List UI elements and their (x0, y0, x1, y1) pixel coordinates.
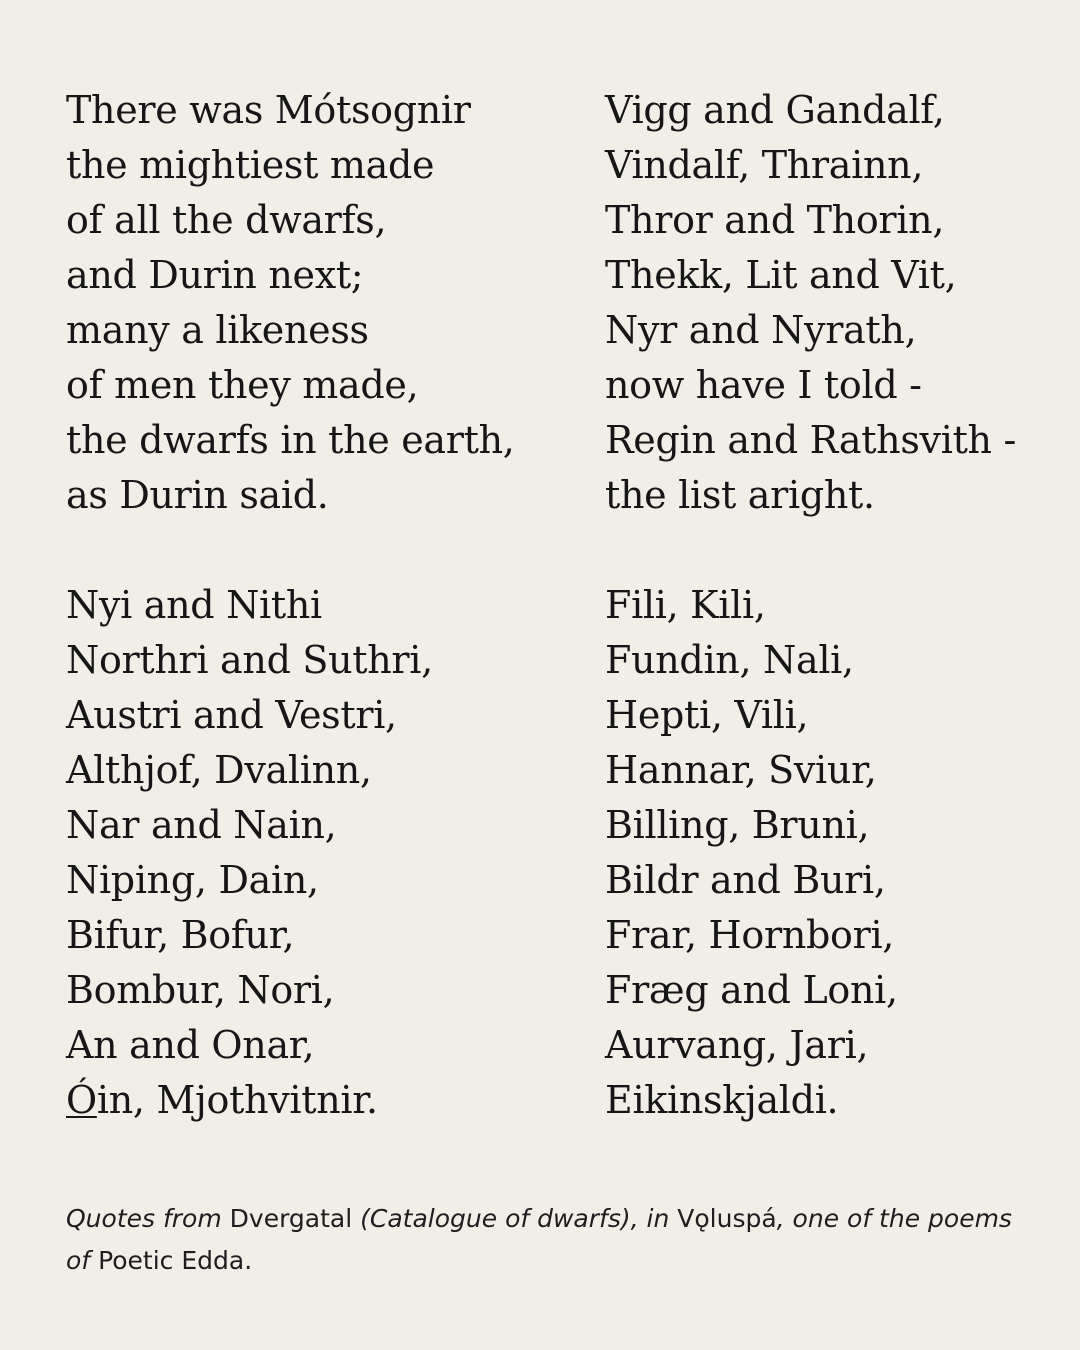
stanza (66, 578, 566, 1128)
poem-line: An and Onar, (66, 1023, 315, 1067)
poem-line: Austri and Vestri, (66, 693, 397, 737)
poem-line-rest: in, Mjothvitnir. (96, 1078, 378, 1122)
poem-line: Nyi and Nithi (66, 583, 322, 627)
poem-line: Hepti, Vili, (605, 693, 809, 737)
poem-line: Aurvang, Jari, (605, 1023, 869, 1067)
poem-line: Hannar, Sviur, (605, 748, 877, 792)
poem-line: Thror and Thorin, (605, 198, 945, 242)
poem-line: the mightiest made (66, 143, 435, 187)
stanza (605, 83, 1065, 523)
poem-line: Nyr and Nyrath, (605, 308, 917, 352)
poem-line: Fundin, Nali, (605, 638, 854, 682)
caption-work-title: Dvergatal (229, 1204, 353, 1233)
source-caption (66, 1198, 1026, 1282)
poem-line: the list aright. (605, 473, 875, 517)
poem-line: the dwarfs in the earth, (66, 418, 515, 462)
poem-line: as Durin said. (66, 473, 329, 517)
right-column (605, 83, 1065, 1128)
poem-line: and Durin next; (66, 253, 364, 297)
poem-line: Fræg and Loni, (605, 968, 898, 1012)
poem-line: Bildr and Buri, (605, 858, 886, 902)
poem-line: Vigg and Gandalf, (605, 88, 945, 132)
caption-work-title: Vǫluspá (677, 1204, 777, 1233)
poem-line: of men they made, (66, 363, 419, 407)
poem-line: Eikinskjaldi. (605, 1078, 839, 1122)
caption-work-title: Poetic Edda. (98, 1246, 253, 1275)
poem-line: Northri and Suthri, (66, 638, 433, 682)
poem-line (66, 1073, 566, 1128)
left-column (66, 83, 566, 1128)
stanza (605, 578, 1065, 1128)
poem-line: now have I told - (605, 363, 922, 407)
stanza (66, 83, 566, 523)
poem-line: Bifur, Bofur, (66, 913, 295, 957)
poem-line: Niping, Dain, (66, 858, 319, 902)
poem-line: Fili, Kili, (605, 583, 766, 627)
poem-line: of all the dwarfs, (66, 198, 387, 242)
underlined-letter: Ó (66, 1078, 97, 1122)
caption-text: (Catalogue of dwarfs), in (360, 1204, 670, 1233)
poem-line: Althjof, Dvalinn, (66, 748, 372, 792)
poem-line: Vindalf, Thrainn, (605, 143, 924, 187)
poem-line: Bombur, Nori, (66, 968, 335, 1012)
caption-text: Quotes from (66, 1204, 222, 1233)
poem-line: Billing, Bruni, (605, 803, 870, 847)
poem-line: Thekk, Lit and Vit, (605, 253, 957, 297)
poem-line: Nar and Nain, (66, 803, 337, 847)
poem-line: many a likeness (66, 308, 369, 352)
poem-line: Frar, Hornbori, (605, 913, 895, 957)
caption-text: , one of the poems of (66, 1204, 1012, 1275)
poem-line: Regin and Rathsvith - (605, 418, 1017, 462)
poem-line: There was Mótsognir (66, 88, 471, 132)
